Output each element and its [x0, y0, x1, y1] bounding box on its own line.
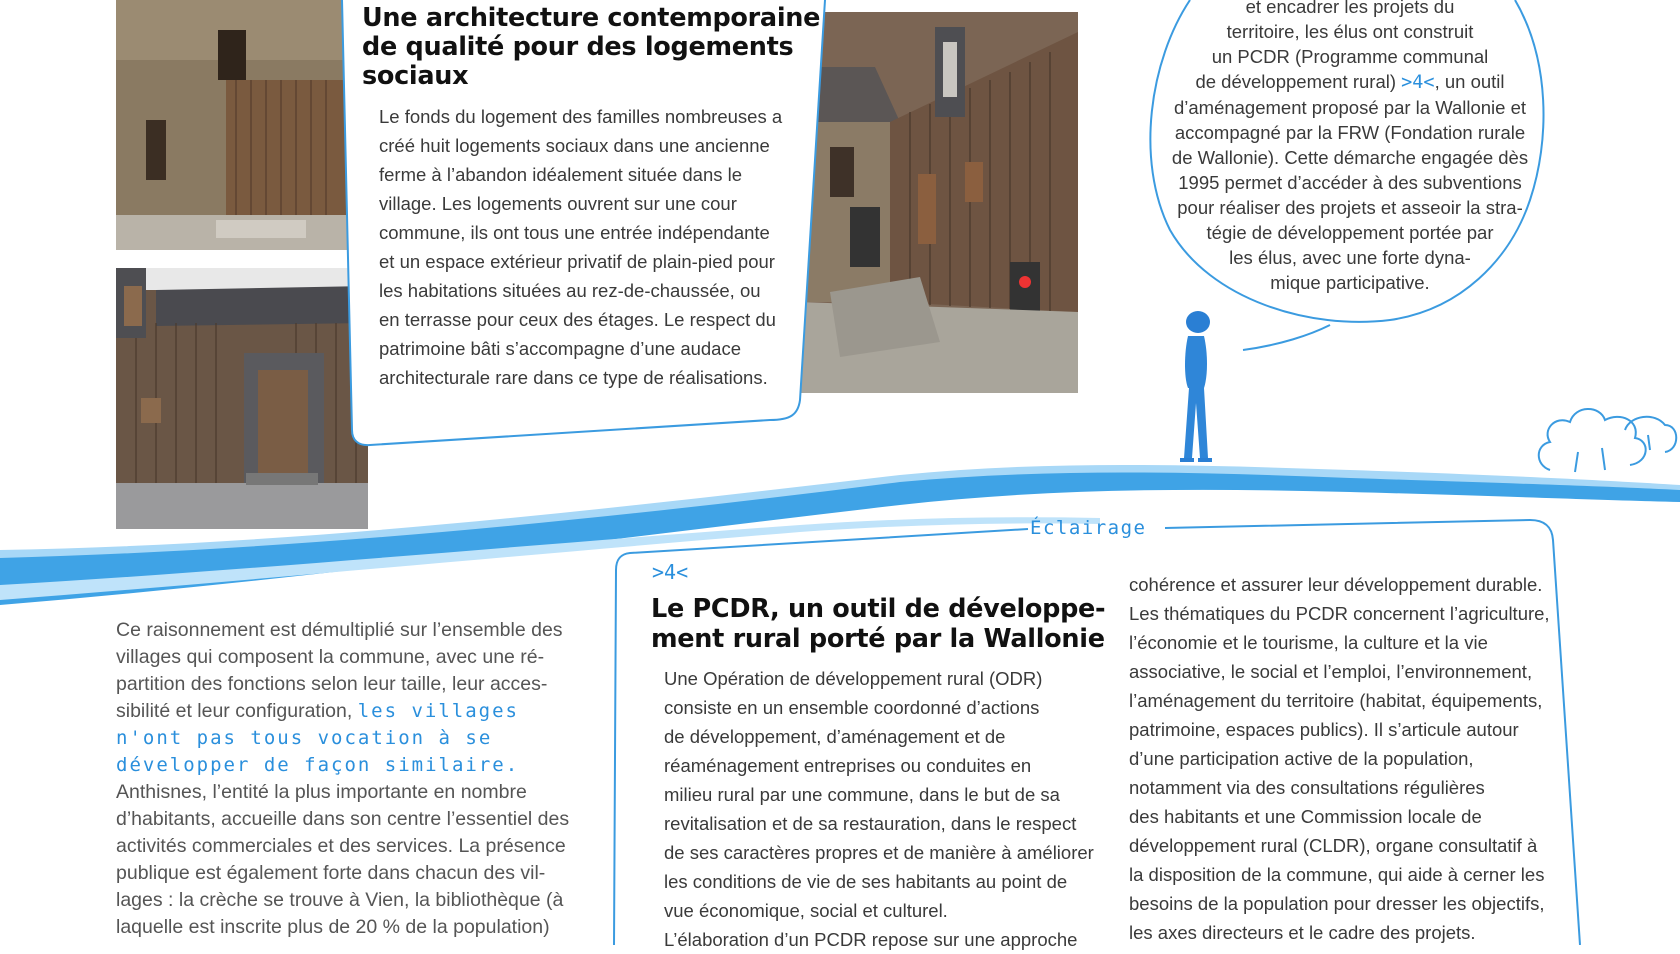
eclairage-column-2: cohérence et assurer leur développement durable. Les thématiques du PCDR concernent l’agriculture, l’économie et le tourisme, la culture et la vie associative, le social et l’emploi, l’environnement, l’aménagement du territoire (habitat, équipements, patrimoine, espaces publics). Il s’articule autour d’une participation active de la population, notamment via des consultations régulières des habitants et une Commission locale de développement rural (CLDR), organe consultatif à la disposition de la commune, qui aide à cerner les besoins de la population pour dresser les objectifs, les axes directeurs et le cadre des projets. — [1129, 574, 1550, 943]
reference-marker: >4< — [652, 560, 689, 584]
eclairage-title: Le PCDR, un outil de développe- ment rural porté par la Wallonie — [651, 594, 1106, 654]
farmhouse-stone-wall-photo — [116, 0, 348, 250]
tree-outline-icon — [1530, 390, 1680, 480]
reference-marker: >4< — [1401, 72, 1435, 93]
eclairage-column-1: Une Opération de développement rural (ODR) consiste en un ensemble coordonné d’actions de développement, d’aménagement et de réaménagement entreprises ou conduites en milieu rural par une commune, dans le but de sa revitalisation et de sa restauration, dans le respect de ses caractères propres et de manière à améliorer les conditions de vie de ses habitants au point de vue économique, social et culturel. L’élaboration d’un PCDR repose sur une approche — [664, 668, 1094, 950]
courtyard-photo — [800, 12, 1078, 393]
article-title: Une architecture contemporaine de qualité pour des logements sociaux — [362, 3, 821, 91]
bubble-text: et encadrer les projets du territoire, les élus ont construit un PCDR (Programme communal de développement rural) >4<, un outil d’aménagement proposé par la Wallonie et accompagné par la FRW (Fondation rurale de Wallonie). Cette démarche engagée dès 1995 permet d’accéder à des subventions pour réaliser des projets et asseoir la stra- tégie de développement portée par les élus, avec une forte dyna- mique participative. — [1171, 0, 1529, 293]
eclairage-label: Éclairage — [1030, 517, 1147, 539]
left-column-text: Ce raisonnement est démultiplié sur l’ensemble des villages qui composent la commune, avec une ré- partition des fonctions selon leur taille, leur acces- sibilité et leur configuration, les villages n'ont pas tous vocation à se développer de façon similaire. Anthisnes, l’entité la plus importante en nombre d’habitants, accueille dans son centre l’essentiel des activités commerciales et des services. La présence publique est également forte dans chacun des vil- lages : la crèche se trouve à Vien, la bibliothèque (à laquelle est inscrite plus de 20 % de la population) — [116, 619, 570, 938]
highlight-text: les villages — [357, 700, 519, 722]
article-body: Le fonds du logement des familles nombreuses a créé huit logements sociaux dans une ancienne ferme à l’abandon idéalement située dans le village. Les logements ouvrent sur une cour commune, ils ont tous une entrée indépendante et un espace extérieur privatif de plain-pied pour les habitations situées au rez-de-chaussée, ou en terrasse pour ceux des étages. Le respect du patrimoine bâti s’accompagne d’une audace architecturale rare dans ce type de réalisations. — [379, 106, 783, 388]
wooden-facade-door-photo — [116, 268, 368, 529]
